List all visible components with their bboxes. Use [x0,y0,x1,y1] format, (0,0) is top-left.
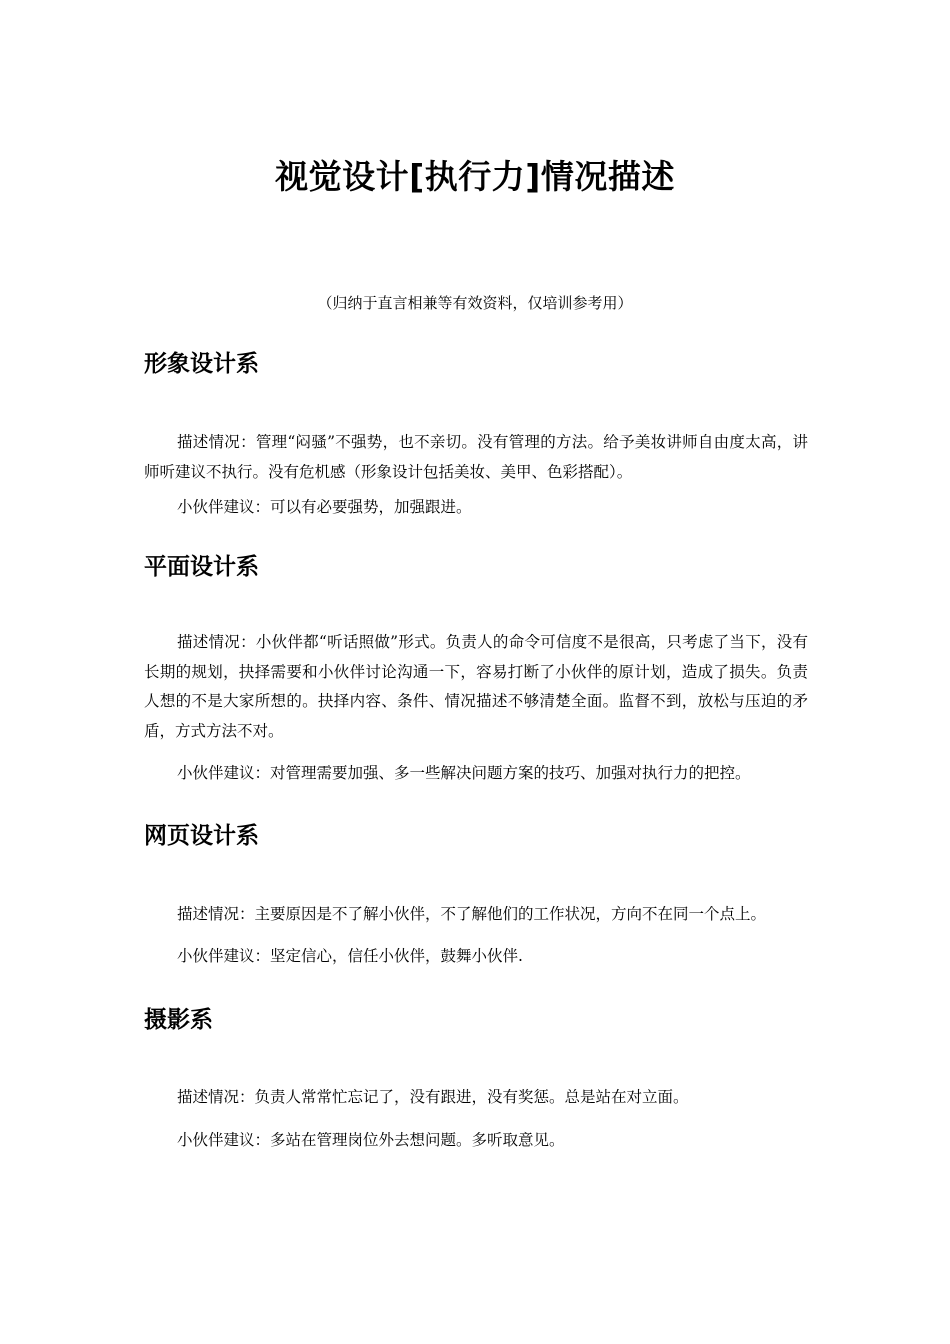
section-heading-image-design: 形象设计系 [144,351,259,377]
section-heading-web-design: 网页设计系 [144,823,259,849]
section-heading-photography: 摄影系 [144,1007,213,1033]
section-suggestion-photography: 小伙伴建议：多站在管理岗位外去想问题。多听取意见。 [177,1131,565,1149]
section-suggestion-graphic-design: 小伙伴建议：对管理需要加强、多一些解决问题方案的技巧、加强对执行力的把控。 [177,764,751,782]
document-subtitle: （归纳于直言相兼等有效资料，仅培训参考用） [317,294,633,312]
section-heading-graphic-design: 平面设计系 [144,554,259,580]
section-suggestion-image-design: 小伙伴建议：可以有必要强势，加强跟进。 [177,498,472,516]
section-description-image-design: 描述情况：管理“闷骚”不强势，也不亲切。没有管理的方法。给予美妆讲师自由度太高，讲师听建议不执行。没有危机感（形象设计包括美妆、美甲、色彩搭配）。 [144,433,808,481]
section-description-photography: 描述情况：负责人常常忙忘记了，没有跟进，没有奖惩。总是站在对立面。 [177,1088,689,1106]
section-description-web-design: 描述情况：主要原因是不了解小伙伴，不了解他们的工作状况，方向不在同一个点上。 [177,905,767,923]
section-suggestion-web-design: 小伙伴建议：坚定信心，信任小伙伴，鼓舞小伙伴. [177,947,523,965]
section-description-graphic-design: 描述情况：小伙伴都“听话照做”形式。负责人的命令可信度不是很高，只考虑了当下，没有长期的规划，抉择需要和小伙伴讨论沟通一下，容易打断了小伙伴的原计划，造成了损失。负责人想的不是大家所想的。抉择内容、条件、情况描述不够清楚全面。监督不到，放松与压迫的矛盾，方式方法不对。 [144,633,808,740]
document-title: 视觉设计[执行力]情况描述 [275,157,675,196]
